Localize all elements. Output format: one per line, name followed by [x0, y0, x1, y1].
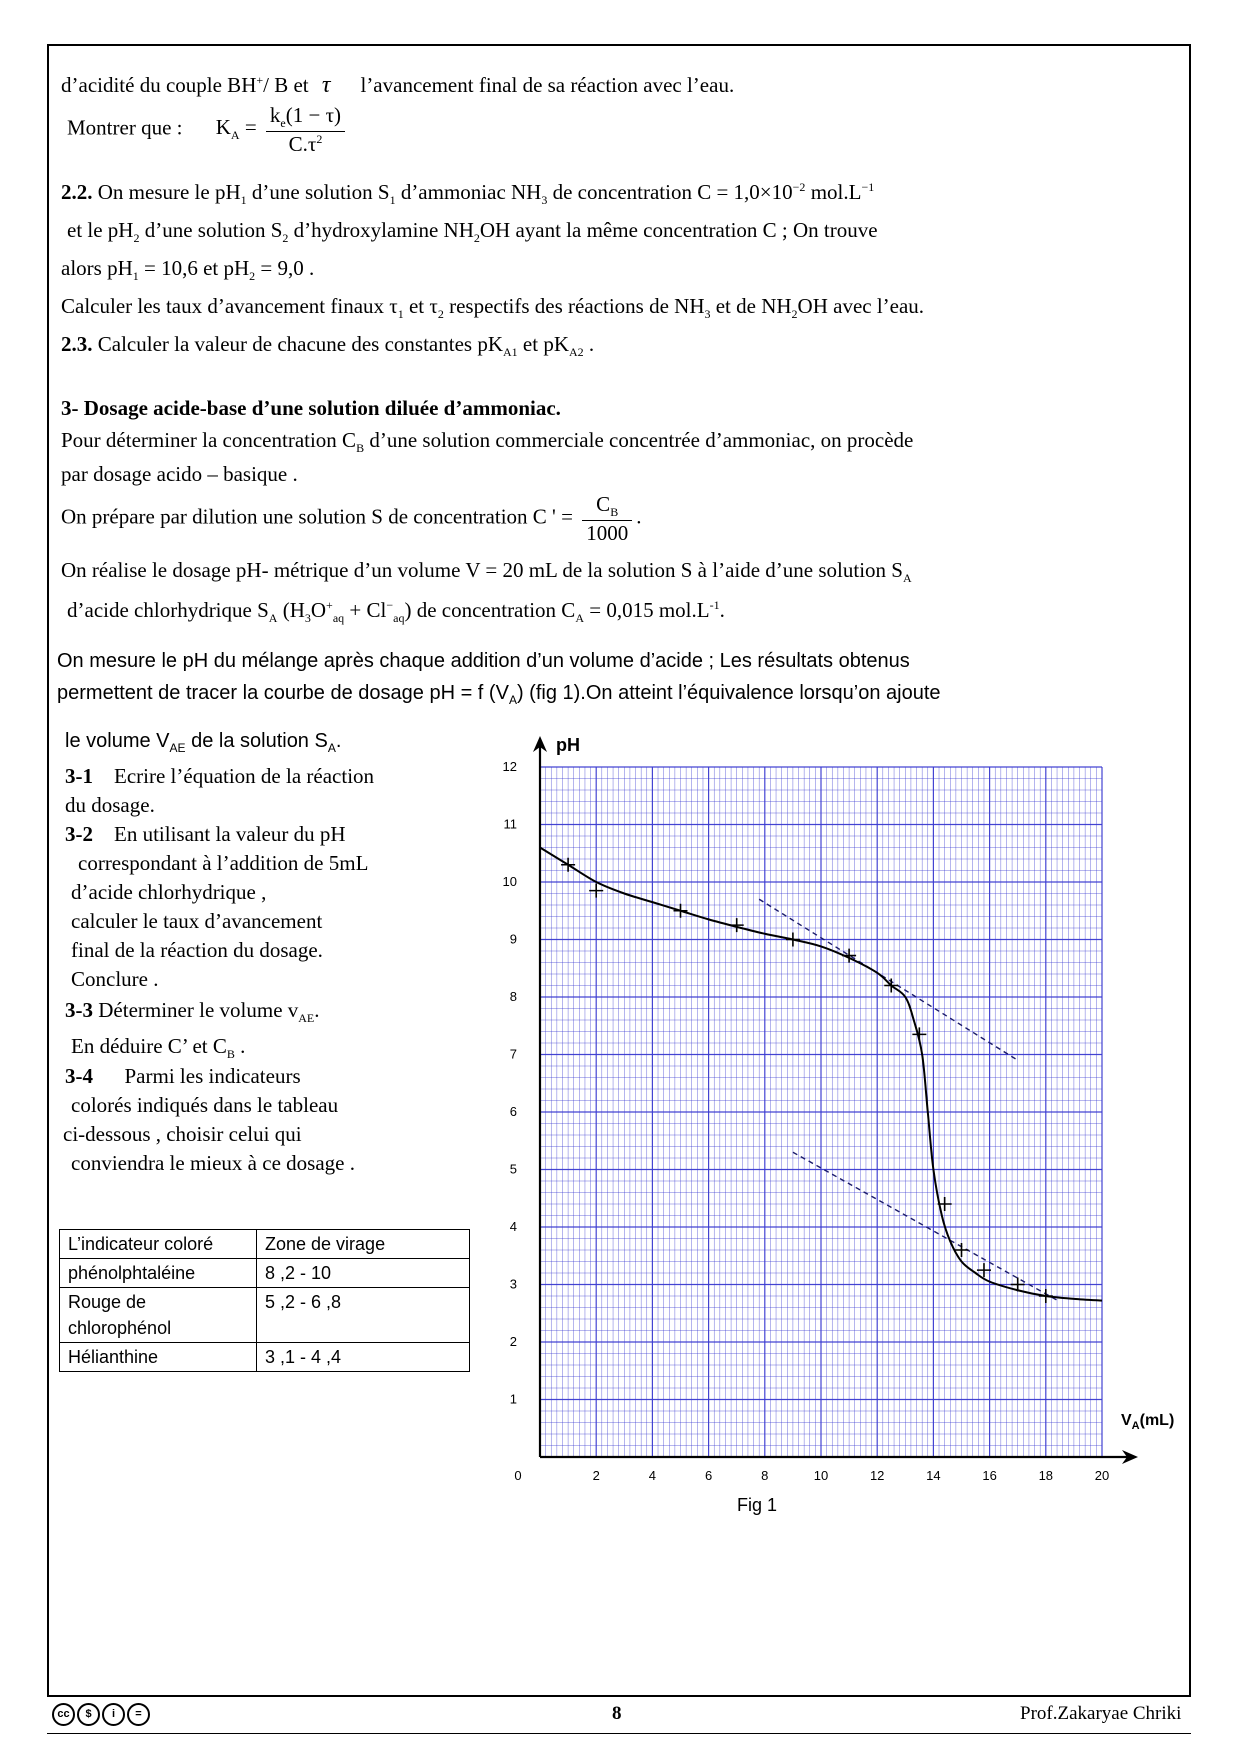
x-tick-label: 8	[761, 1468, 769, 1483]
q32-line-6: Conclure .	[71, 967, 159, 991]
intro-line-1: d’acidité du couple BH+/ B et τ l’avancement final de sa réaction avec l’eau.	[61, 72, 735, 98]
ka-formula: Montrer que : $K_A$ = $\frac{k_e(1 - \tau)}{C.\tau^2}$	[67, 103, 349, 156]
x-tick-label: 18	[1038, 1468, 1054, 1483]
y-tick-label: 10	[502, 874, 517, 889]
section3-p8: le volume $V_{AE}$ de la solution $S_A$.	[65, 730, 342, 755]
q31-line-1: 3-1 Ecrire l’équation de la réaction	[65, 764, 375, 788]
y-tick-label: 8	[509, 989, 517, 1004]
q32-line-4: calculer le taux d’avancement	[71, 909, 323, 933]
x-tick-label: 14	[926, 1468, 941, 1483]
y-tick-label: 11	[503, 816, 517, 832]
data-point	[730, 918, 744, 932]
y-tick-label: 4	[509, 1219, 517, 1234]
y-tick-label: 7	[509, 1046, 517, 1062]
x-tick-label: 20	[1094, 1468, 1110, 1483]
x-tick-label: 6	[704, 1468, 713, 1483]
q32-line-5: final de la réaction du dosage.	[71, 938, 323, 962]
q32-line-3: d’acide chlorhydrique ,	[71, 880, 267, 904]
x-tick-labels	[514, 1468, 1109, 1483]
y-axis-label: pH	[556, 735, 580, 755]
y-tick-label: 1	[509, 1391, 517, 1407]
noderivs-icon: =	[127, 1703, 150, 1726]
figure-caption: Fig 1	[737, 1495, 778, 1515]
table-cell: 8 ,2 - 10	[257, 1259, 470, 1288]
data-point	[589, 884, 603, 898]
q22-line-3: alors $pH_1 = 10,6$ et $pH_2 = 9,0$ .	[61, 256, 315, 284]
q32-line-1: 3-2 En utilisant la valeur du pH	[65, 822, 346, 846]
x-tick-label: 4	[648, 1468, 657, 1483]
y-tick-label: 3	[509, 1276, 517, 1292]
x-axis-label: $V_A(mL)$	[1121, 1412, 1175, 1432]
section3-title: 3- Dosage acide-base d’une solution diluée d’ammoniac.	[61, 396, 561, 420]
cc-license-icons	[52, 1703, 150, 1726]
section3-p7: permettent de tracer la courbe de dosage pH = f $(V_A)$ (fig 1).On atteint l’équivalence lorsqu’on ajoute	[57, 682, 941, 707]
q31-line-2: du dosage.	[65, 793, 155, 817]
x-tick-label: 12	[869, 1468, 885, 1483]
section3-p1: Pour déterminer la concentration $C_B$ d’une solution commerciale concentrée d’ammoniac, on procède	[61, 428, 914, 456]
section3-p4: On réalise le dosage pH- métrique d’un volume V = 20 mL de la solution S à l’aide d’une solution $S_A$	[61, 558, 912, 586]
x-tick-label: 2	[592, 1468, 600, 1483]
noncommercial-icon: $	[77, 1703, 100, 1726]
q32-line-2: correspondant à l’addition de 5mL	[78, 851, 369, 875]
table-header-cell: L’indicateur coloré	[60, 1230, 257, 1259]
section3-p5: d’acide chlorhydrique $S_A$ $(H_3O^+_{aq} + Cl^-_{aq})$ de concentration $C_A = 0,015$ $mol.L^{-1}$.	[67, 598, 725, 626]
data-point	[786, 933, 800, 947]
q34-line-1: 3-4 Parmi les indicateurs	[65, 1064, 301, 1088]
footer-line	[47, 1733, 1191, 1734]
y-tick-label: 9	[509, 931, 517, 947]
q33-line-2: En déduire C’ et $C_B$ .	[71, 1034, 246, 1062]
data-point	[1039, 1289, 1053, 1303]
table-cell: Hélianthine	[60, 1343, 257, 1372]
y-tick-label: 6	[509, 1104, 517, 1119]
y-tick-label: 12	[502, 759, 517, 774]
author-name: Prof.Zakaryae Chriki	[1020, 1703, 1182, 1724]
axes	[533, 736, 1138, 1464]
y-tick-label: 5	[509, 1161, 517, 1177]
q22-line-2: et le $pH_2$ d’une solution $S_2$ d’hydroxylamine $NH_2OH$ ayant la même concentration C ; On trouve	[67, 218, 878, 246]
section3-p2: par dosage acido – basique .	[61, 462, 298, 486]
section3-p6: On mesure le pH du mélange après chaque addition d’un volume d’acide ; Les résultats obtenus	[57, 650, 910, 672]
q22-line-4: Calculer les taux d’avancement finaux $\tau_1$ et $\tau_2$ respectifs des réactions de $NH_3$ et de $NH_2OH$ avec l’eau.	[61, 294, 925, 322]
q23-line: 2.3. Calculer la valeur de chacune des constantes $pK_{A1}$ et $pK_{A2}$ .	[61, 332, 595, 360]
q34-line-4: conviendra le mieux à ce dosage .	[71, 1151, 355, 1175]
y-tick-labels	[503, 759, 517, 1407]
q33-line-1: 3-3 Déterminer le volume $v_{AE}$.	[65, 998, 320, 1026]
table-cell: 3 ,1 - 4 ,4	[257, 1343, 470, 1372]
table-cell: phénolphtaléine	[60, 1259, 257, 1288]
y-tick-label: 2	[509, 1334, 517, 1349]
x-tick-label: 16	[982, 1468, 997, 1483]
cc-icon: cc	[52, 1703, 75, 1726]
data-point	[674, 904, 688, 918]
page-number: 8	[612, 1703, 622, 1724]
measured-points	[561, 858, 1053, 1303]
data-point	[912, 1027, 926, 1041]
data-point	[561, 858, 575, 872]
q34-line-2: colorés indiqués dans le tableau	[71, 1093, 339, 1117]
q34-line-3: ci-dessous , choisir celui qui	[63, 1122, 302, 1146]
table-cell: Rouge de chlorophénol	[60, 1288, 257, 1343]
table-header-cell: Zone de virage	[257, 1230, 470, 1259]
attribution-icon: i	[102, 1703, 125, 1726]
x-tick-label: 10	[813, 1468, 829, 1483]
table-cell: 5 ,2 - 6 ,8	[257, 1288, 470, 1343]
q22-line-1: 2.2. On mesure le $pH_1$ d’une solution $S_1$ d’ammoniac $NH_3$ de concentration $C = 1,0\times 10^{-2}$ $mol.L^{-1}$	[61, 180, 875, 208]
x-tick-label: 0	[514, 1468, 522, 1483]
section3-p3: On prépare par dilution une solution S de concentration C ' = $\frac{C_B}{1000}$ .	[61, 492, 642, 545]
